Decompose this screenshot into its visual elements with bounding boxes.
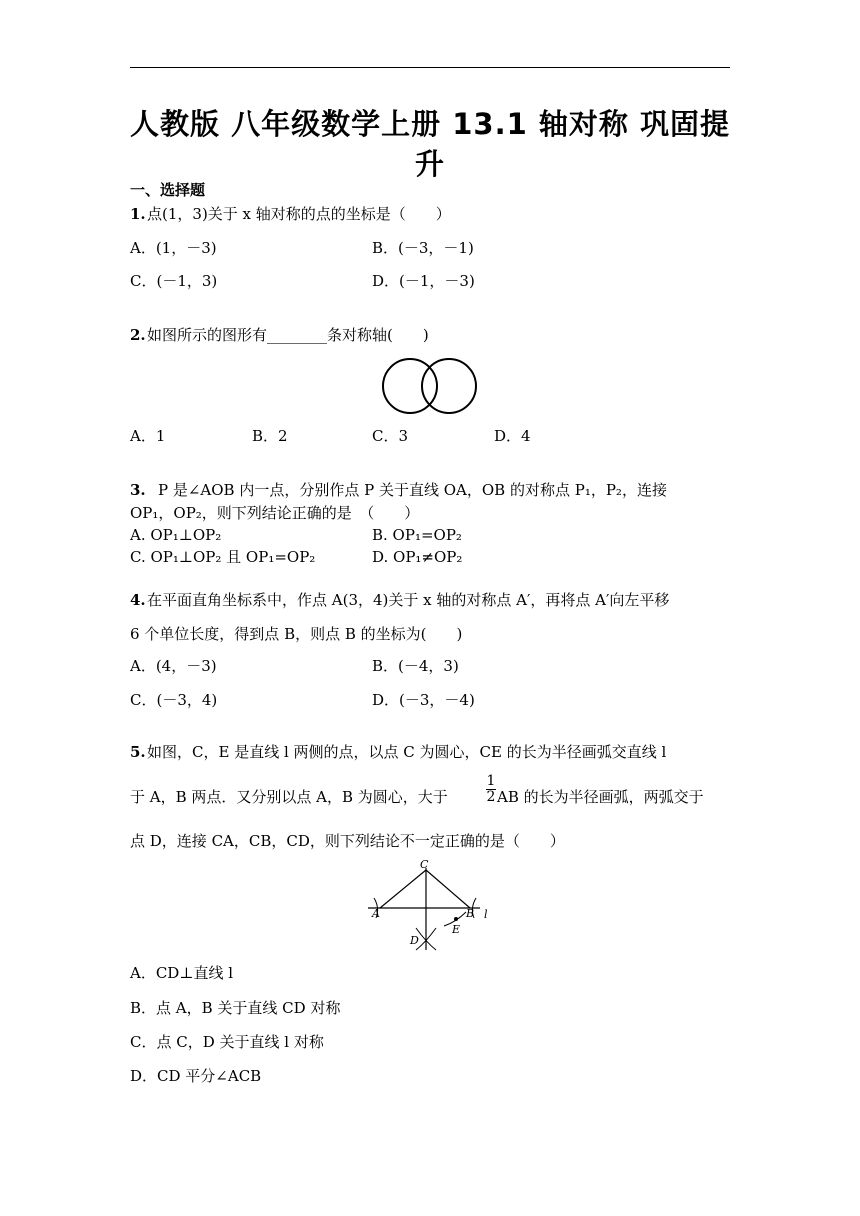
q3-option-b: B. OP₁=OP₂ — [372, 526, 462, 544]
q1-option-c: C．(－1，3) — [130, 272, 218, 290]
q3-stem-line-1: P 是∠AOB 内一点，分别作点 P 关于直线 OA，OB 的对称点 P₁，P₂，连接 — [158, 481, 667, 499]
q2-option-a: A．1 — [130, 427, 166, 445]
q4-stem-line-2: 6 个单位长度，得到点 B，则点 B 的坐标为( ) — [130, 625, 463, 643]
q2-stem: 如图所示的图形有________条对称轴( ) — [147, 326, 429, 344]
q5-option-b: B．点 A，B 关于直线 CD 对称 — [130, 999, 341, 1017]
q1-option-b: B．(－3，－1) — [372, 239, 474, 257]
q3-stem-line-2: OP₁，OP₂，则下列结论正确的是 （ ） — [130, 504, 420, 522]
q1-number: 1. — [130, 205, 146, 223]
q5-stem-line-1: 如图，C，E 是直线 l 两侧的点，以点 C 为圆心，CE 的长为半径画弧交直线 l — [147, 743, 667, 761]
segment-ca — [380, 870, 426, 908]
title-line-2: 升 — [414, 147, 445, 181]
q5-stem-line-2b: AB 的长为半径画弧，两弧交于 — [497, 788, 704, 806]
construction-figure — [360, 858, 500, 954]
header-rule — [130, 67, 730, 68]
page-title — [130, 104, 730, 184]
q4-option-c: C．(－3，4) — [130, 691, 218, 709]
q2-option-d: D．4 — [494, 427, 531, 445]
section-heading: 一、选择题 — [130, 181, 206, 199]
q4-stem-line-1: 在平面直角坐标系中，作点 A(3，4)关于 x 轴的对称点 A′，再将点 A′向左平移 — [147, 591, 670, 609]
q3-option-c: C. OP₁⊥OP₂ 且 OP₁=OP₂ — [130, 548, 316, 566]
q5-stem-line-2a: 于 A，B 两点．又分别以点 A，B 为圆心，大于 — [130, 788, 448, 806]
q3-number: 3. — [130, 481, 146, 499]
q2-option-b: B．2 — [252, 427, 288, 445]
q5-option-a: A．CD⊥直线 l — [130, 964, 234, 982]
segment-cb — [426, 870, 470, 908]
q3-option-d: D. OP₁≠OP₂ — [372, 548, 463, 566]
q1-option-d: D．(－1，－3) — [372, 272, 475, 290]
q1-option-a: A．(1，－3) — [130, 239, 217, 257]
q5-number: 5. — [130, 743, 146, 761]
q5-option-d: D．CD 平分∠ACB — [130, 1067, 262, 1085]
fraction-one-half — [486, 774, 496, 805]
label-a: A — [372, 907, 380, 920]
q3-option-a: A. OP₁⊥OP₂ — [130, 526, 222, 544]
q5-stem-line-3: 点 D，连接 CA，CB，CD，则下列结论不一定正确的是（ ） — [130, 832, 565, 850]
point-e — [454, 917, 458, 921]
label-e: E — [452, 923, 461, 936]
label-l: l — [484, 908, 488, 921]
two-circles-figure — [378, 356, 482, 418]
fraction-denominator: 2 — [486, 789, 496, 805]
q4-number: 4. — [130, 591, 146, 609]
q2-number: 2. — [130, 326, 146, 344]
q4-option-d: D．(－3，－4) — [372, 691, 475, 709]
fraction-numerator: 1 — [486, 773, 496, 789]
q1-stem: 点(1，3)关于 x 轴对称的点的坐标是（ ） — [147, 205, 451, 223]
q4-option-b: B．(－4，3) — [372, 657, 459, 675]
label-c: C — [420, 858, 429, 871]
right-circle — [422, 359, 476, 413]
q5-option-c: C．点 C，D 关于直线 l 对称 — [130, 1033, 324, 1051]
title-line-1: 人教版 八年级数学上册 13.1 轴对称 巩固提 — [130, 107, 730, 141]
q2-option-c: C．3 — [372, 427, 409, 445]
label-d: D — [410, 934, 419, 947]
q4-option-a: A．(4，－3) — [130, 657, 217, 675]
label-b: B — [466, 907, 475, 920]
